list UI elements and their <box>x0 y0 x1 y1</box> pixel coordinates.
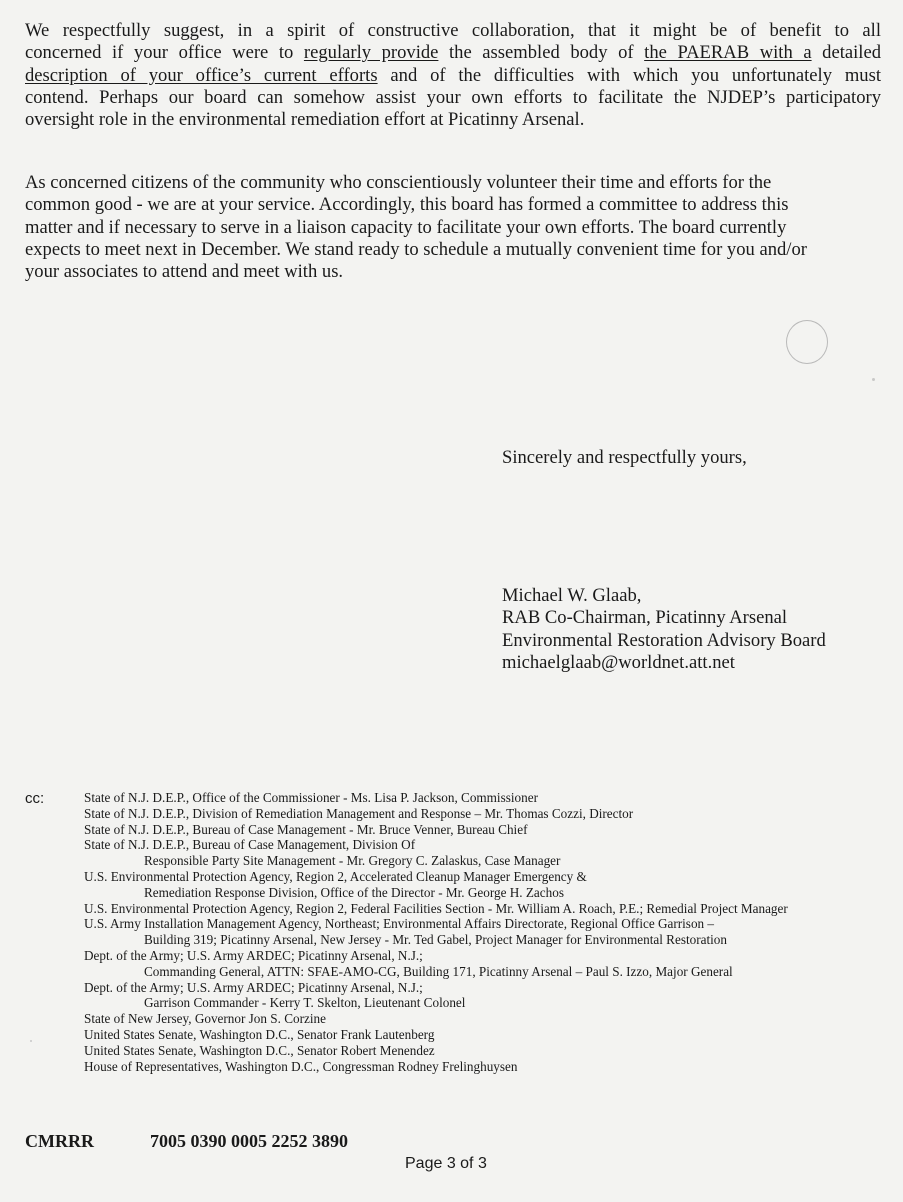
cc-recipient: State of N.J. D.E.P., Bureau of Case Management - Mr. Bruce Venner, Bureau Chief <box>84 821 528 837</box>
text-segment: the assembled body of <box>438 42 645 64</box>
paragraph-line: common good - we are at your service. Accordingly, this board has formed a committee to address this <box>25 194 789 216</box>
cc-recipient: United States Senate, Washington D.C., Senator Frank Lautenberg <box>84 1026 435 1042</box>
paragraph-line: matter and if necessary to serve in a liaison capacity to facilitate your own efforts. The board currently <box>25 216 787 238</box>
cc-recipient: Dept. of the Army; U.S. Army ARDEC; Picatinny Arsenal, N.J.; <box>84 979 423 995</box>
text-segment: and of the difficulties with which you unfortunately must <box>377 64 881 86</box>
cc-recipient: U.S. Environmental Protection Agency, Region 2, Federal Facilities Section - Mr. William A. Roach, P.E.; Remedial Project Manager <box>84 900 788 916</box>
signer-title: RAB Co-Chairman, Picatinny Arsenal <box>502 607 788 629</box>
paragraph-suggestion <box>25 20 881 131</box>
cc-recipient: State of N.J. D.E.P., Office of the Commissioner - Ms. Lisa P. Jackson, Commissioner <box>84 790 538 805</box>
scan-speck <box>30 1040 32 1042</box>
signer-name: Michael W. Glaab, <box>502 585 642 606</box>
text-segment: contend. Perhaps our board can somehow assist your own efforts to facilitate the NJDEP’s participatory <box>25 86 881 108</box>
cc-recipient: Garrison Commander - Kerry T. Skelton, Lieutenant Colonel <box>144 995 466 1011</box>
underlined-text: regularly provide <box>303 42 439 64</box>
paragraph-line <box>25 109 881 131</box>
closing-text: Sincerely and respectfully yours, <box>502 447 747 468</box>
text-segment: oversight role in the environmental remediation effort at Picatinny Arsenal. <box>25 109 585 131</box>
cc-recipient: State of N.J. D.E.P., Division of Remediation Management and Response – Mr. Thomas Cozzi, Director <box>84 805 634 821</box>
cc-recipient: U.S. Army Installation Management Agency, Northeast; Environmental Affairs Directorate, Regional Office Garrison – <box>84 916 715 932</box>
cc-recipient: Dept. of the Army; U.S. Army ARDEC; Picatinny Arsenal, N.J.; <box>84 947 423 963</box>
cc-recipient: Commanding General, ATTN: SFAE-AMO-CG, Building 171, Picatinny Arsenal – Paul S. Izzo, Major General <box>144 963 733 979</box>
cc-list <box>84 790 788 1074</box>
paragraph-line: As concerned citizens of the community who conscientiously volunteer their time and efforts for the <box>25 172 772 193</box>
paragraph-service <box>25 172 881 283</box>
signer-organization: Environmental Restoration Advisory Board <box>502 629 826 651</box>
cc-recipient: Building 319; Picatinny Arsenal, New Jersey - Mr. Ted Gabel, Project Manager for Environmental Restoration <box>144 932 727 948</box>
cc-recipient: State of New Jersey, Governor Jon S. Corzine <box>84 1011 326 1027</box>
cc-recipient: U.S. Environmental Protection Agency, Region 2, Accelerated Cleanup Manager Emergency & <box>84 868 587 884</box>
cc-recipient: House of Representatives, Washington D.C., Congressman Rodney Frelinghuysen <box>84 1058 518 1074</box>
page-number: Page 3 of 3 <box>405 1155 487 1172</box>
underlined-text: description of your office’s current efforts <box>25 64 378 86</box>
paragraph-line: expects to meet next in December. We stand ready to schedule a mutually convenient time for you and/or <box>25 238 807 260</box>
paragraph-line: your associates to attend and meet with us. <box>25 261 344 283</box>
scan-speck <box>872 378 875 381</box>
paragraph-line <box>25 65 881 87</box>
text-segment: concerned if your office were to <box>25 42 304 64</box>
pen-mark-circle <box>786 320 828 364</box>
text-segment: detailed <box>811 42 882 64</box>
mail-type: CMRRR <box>25 1131 94 1151</box>
signature-block <box>502 585 826 674</box>
cc-label: cc: <box>25 790 45 807</box>
cc-recipient: Responsible Party Site Management - Mr. Gregory C. Zalaskus, Case Manager <box>144 853 561 869</box>
cc-recipient: United States Senate, Washington D.C., Senator Robert Menendez <box>84 1042 435 1058</box>
paragraph-line <box>25 87 881 109</box>
underlined-text: the PAERAB with a <box>644 42 812 64</box>
text-segment: We respectfully suggest, in a spirit of constructive collaboration, that it might be of benefit to all <box>25 20 881 41</box>
signer-email: michaelglaab@worldnet.att.net <box>502 651 735 673</box>
cc-recipient: Remediation Response Division, Office of the Director - Mr. George H. Zachos <box>144 884 564 900</box>
cc-recipient: State of N.J. D.E.P., Bureau of Case Management, Division Of <box>84 837 416 853</box>
closing <box>502 447 747 469</box>
paragraph-line <box>25 20 881 42</box>
tracking-number: 7005 0390 0005 2252 3890 <box>150 1131 348 1151</box>
paragraph-line <box>25 42 881 64</box>
